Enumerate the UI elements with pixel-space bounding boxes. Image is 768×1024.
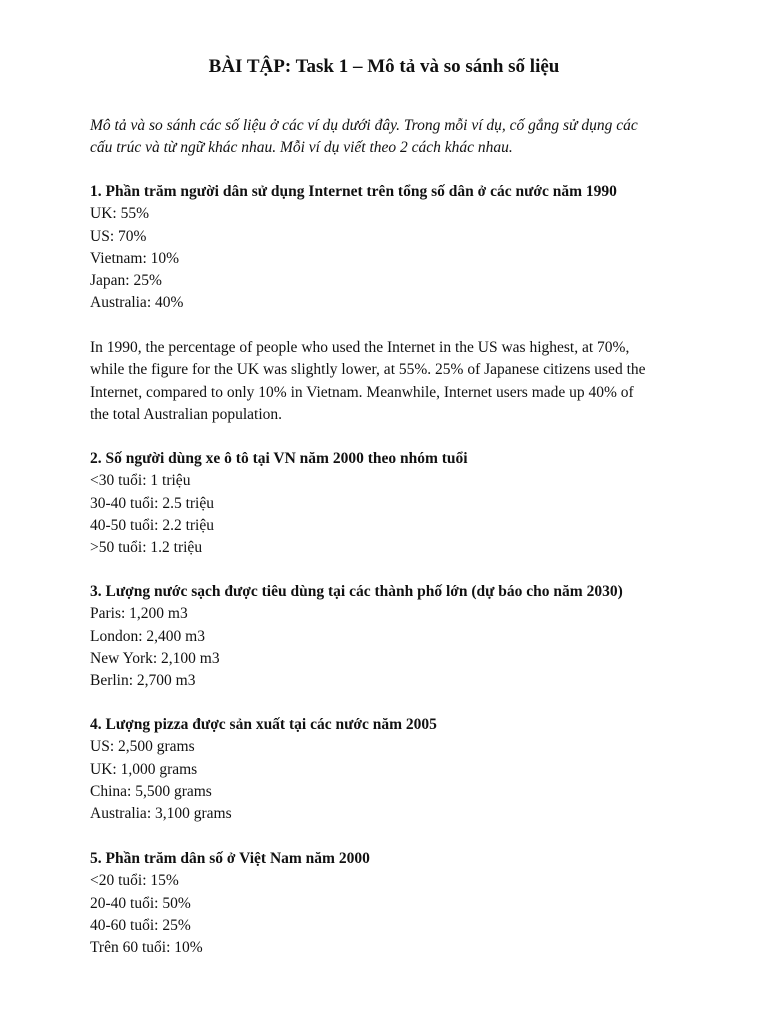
list-item: UK: 1,000 grams xyxy=(90,760,198,778)
list-item: Vietnam: 10% xyxy=(90,249,180,267)
list-item: China: 5,500 grams xyxy=(90,782,212,800)
list-item: Australia: 3,100 grams xyxy=(90,805,232,823)
list-item: UK: 55% xyxy=(90,205,149,223)
section-heading: 4. Lượng pizza được sản xuất tại các nước năm 2005 xyxy=(90,716,437,733)
list-item: <20 tuổi: 15% xyxy=(90,872,179,890)
list-item: 40-50 tuổi: 2.2 triệu xyxy=(90,516,214,534)
data-list xyxy=(90,203,690,314)
list-item: New York: 2,100 m3 xyxy=(90,649,220,667)
list-item: >50 tuổi: 1.2 triệu xyxy=(90,539,203,557)
section-4 xyxy=(90,714,690,825)
section-heading: 3. Lượng nước sạch được tiêu dùng tại các thành phố lớn (dự báo cho năm 2030) xyxy=(90,583,623,600)
data-list xyxy=(90,736,690,825)
intro-line: Mô tả và so sánh các số liệu ở các ví dụ dưới đây. Trong mỗi ví dụ, cố gắng sử dụng các xyxy=(90,117,638,134)
page-title: BÀI TẬP: Task 1 – Mô tả và so sánh số liệu xyxy=(208,56,560,77)
section-5 xyxy=(90,848,690,959)
data-list xyxy=(90,870,690,959)
section-heading: 1. Phần trăm người dân sử dụng Internet trên tổng số dân ở các nước năm 1990 xyxy=(90,183,617,200)
intro-instructions xyxy=(90,115,680,159)
list-item: Paris: 1,200 m3 xyxy=(90,605,188,623)
list-item: US: 2,500 grams xyxy=(90,738,195,756)
list-item: London: 2,400 m3 xyxy=(90,627,205,645)
list-item: 40-60 tuổi: 25% xyxy=(90,916,191,934)
section-1 xyxy=(90,181,690,315)
list-item: 30-40 tuổi: 2.5 triệu xyxy=(90,494,214,512)
list-item: US: 70% xyxy=(90,227,147,245)
paragraph-line: Internet, compared to only 10% in Vietnam. Meanwhile, Internet users made up 40% of xyxy=(90,383,634,401)
section-3 xyxy=(90,581,690,692)
paragraph-line: while the figure for the UK was slightly lower, at 55%. 25% of Japanese citizens used the xyxy=(90,361,646,379)
section-heading: 5. Phần trăm dân số ở Việt Nam năm 2000 xyxy=(90,850,370,867)
list-item: Berlin: 2,700 m3 xyxy=(90,672,196,690)
example-paragraph xyxy=(90,337,680,426)
paragraph-line: the total Australian population. xyxy=(90,405,282,423)
data-list xyxy=(90,603,690,692)
section-2 xyxy=(90,448,690,559)
list-item: <30 tuổi: 1 triệu xyxy=(90,472,191,490)
list-item: Japan: 25% xyxy=(90,272,162,290)
list-item: Trên 60 tuổi: 10% xyxy=(90,939,203,957)
list-item: Australia: 40% xyxy=(90,294,184,312)
intro-line: cấu trúc và từ ngữ khác nhau. Mỗi ví dụ viết theo 2 cách khác nhau. xyxy=(90,139,513,156)
list-item: 20-40 tuổi: 50% xyxy=(90,894,191,912)
paragraph-line: In 1990, the percentage of people who used the Internet in the US was highest, at 70%, xyxy=(90,339,630,356)
data-list xyxy=(90,470,690,559)
section-heading: 2. Số người dùng xe ô tô tại VN năm 2000 theo nhóm tuổi xyxy=(90,450,468,467)
